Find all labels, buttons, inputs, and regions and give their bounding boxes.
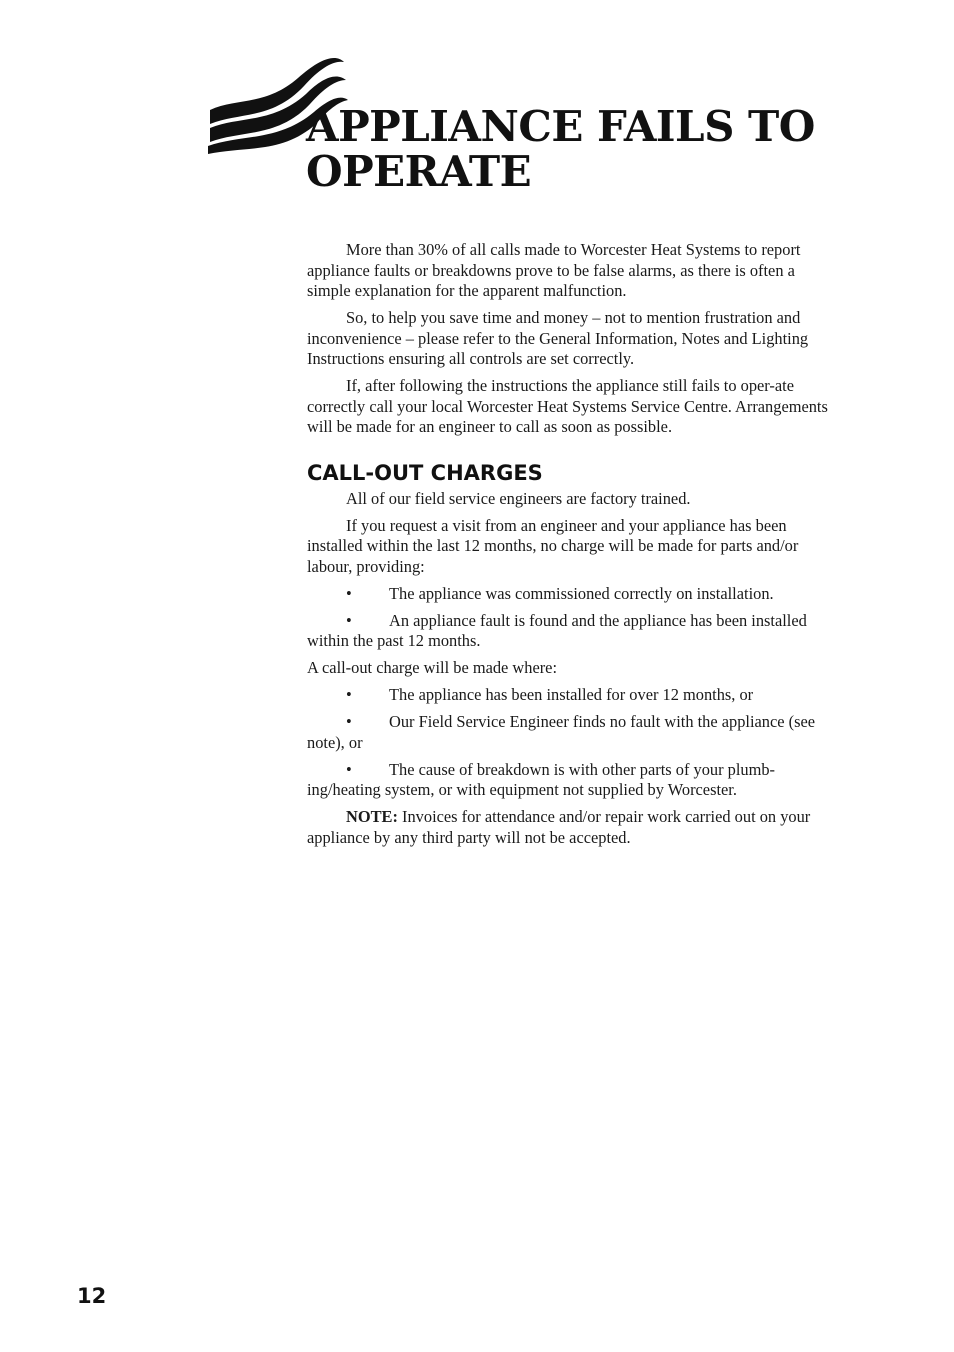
callout-paragraph-2: If you request a visit from an engineer and your appliance has been installed within the last 12 months, no charge will be made for parts and/or labour, providing:: [307, 515, 799, 576]
intro-paragraph-3: If, after following the instructions the appliance still fails to oper-ate correctly call your local Worcester Heat Systems Service Centre. Arrangements will be made for an engineer to call as soon as possible.: [307, 376, 828, 436]
list-item: [307, 712, 837, 753]
bullet-icon: •: [346, 685, 352, 704]
list-item-text: An appliance fault is found and the appliance has been installed within the past 12 months.: [307, 610, 807, 650]
bullet-icon: •: [346, 712, 352, 731]
page-title: [306, 104, 866, 194]
list-item: [307, 760, 837, 801]
list-item: [307, 685, 837, 706]
page-title-line-1: APPLIANCE FAILS TO: [306, 102, 815, 151]
list-item-text: Our Field Service Engineer finds no fault with the appliance (see note), or: [307, 712, 816, 752]
bullet-icon: •: [346, 610, 352, 630]
list-item-text: The appliance has been installed for over 12 months, or: [389, 685, 754, 704]
page-title-line-2: OPERATE: [306, 147, 532, 196]
list-item-text: The appliance was commissioned correctly on installation.: [389, 583, 774, 603]
bullet-icon: •: [346, 583, 352, 603]
charge-intro: A call-out charge will be made where:: [307, 658, 558, 677]
note-paragraph: [307, 807, 837, 848]
callout-paragraph-1: All of our field service engineers are factory trained.: [346, 488, 691, 508]
intro-paragraph-2: So, to help you save time and money – not to mention frustration and inconvenience – please refer to the General Information, Notes and Lighting Instructions ensuring all controls are set correctly.: [307, 308, 809, 368]
bullet-icon: •: [346, 759, 352, 779]
intro-paragraph-1: More than 30% of all calls made to Worcester Heat Systems to report appliance faults or breakdowns prove to be false alarms, as there is often a simple explanation for the apparent malfunction.: [307, 240, 801, 300]
note-text: Invoices for attendance and/or repair work carried out on your appliance by any third party will not be accepted.: [307, 807, 811, 847]
list-item: [307, 611, 837, 652]
list-item: [307, 584, 837, 605]
note-label: NOTE:: [346, 807, 398, 826]
list-item-text: The cause of breakdown is with other parts of your plumb-ing/heating system, or with equipment not supplied by Worcester.: [307, 759, 775, 799]
section-heading-call-out-charges: CALL-OUT CHARGES: [307, 460, 543, 485]
page-number: 12: [77, 1284, 107, 1308]
main-content: [307, 240, 837, 855]
